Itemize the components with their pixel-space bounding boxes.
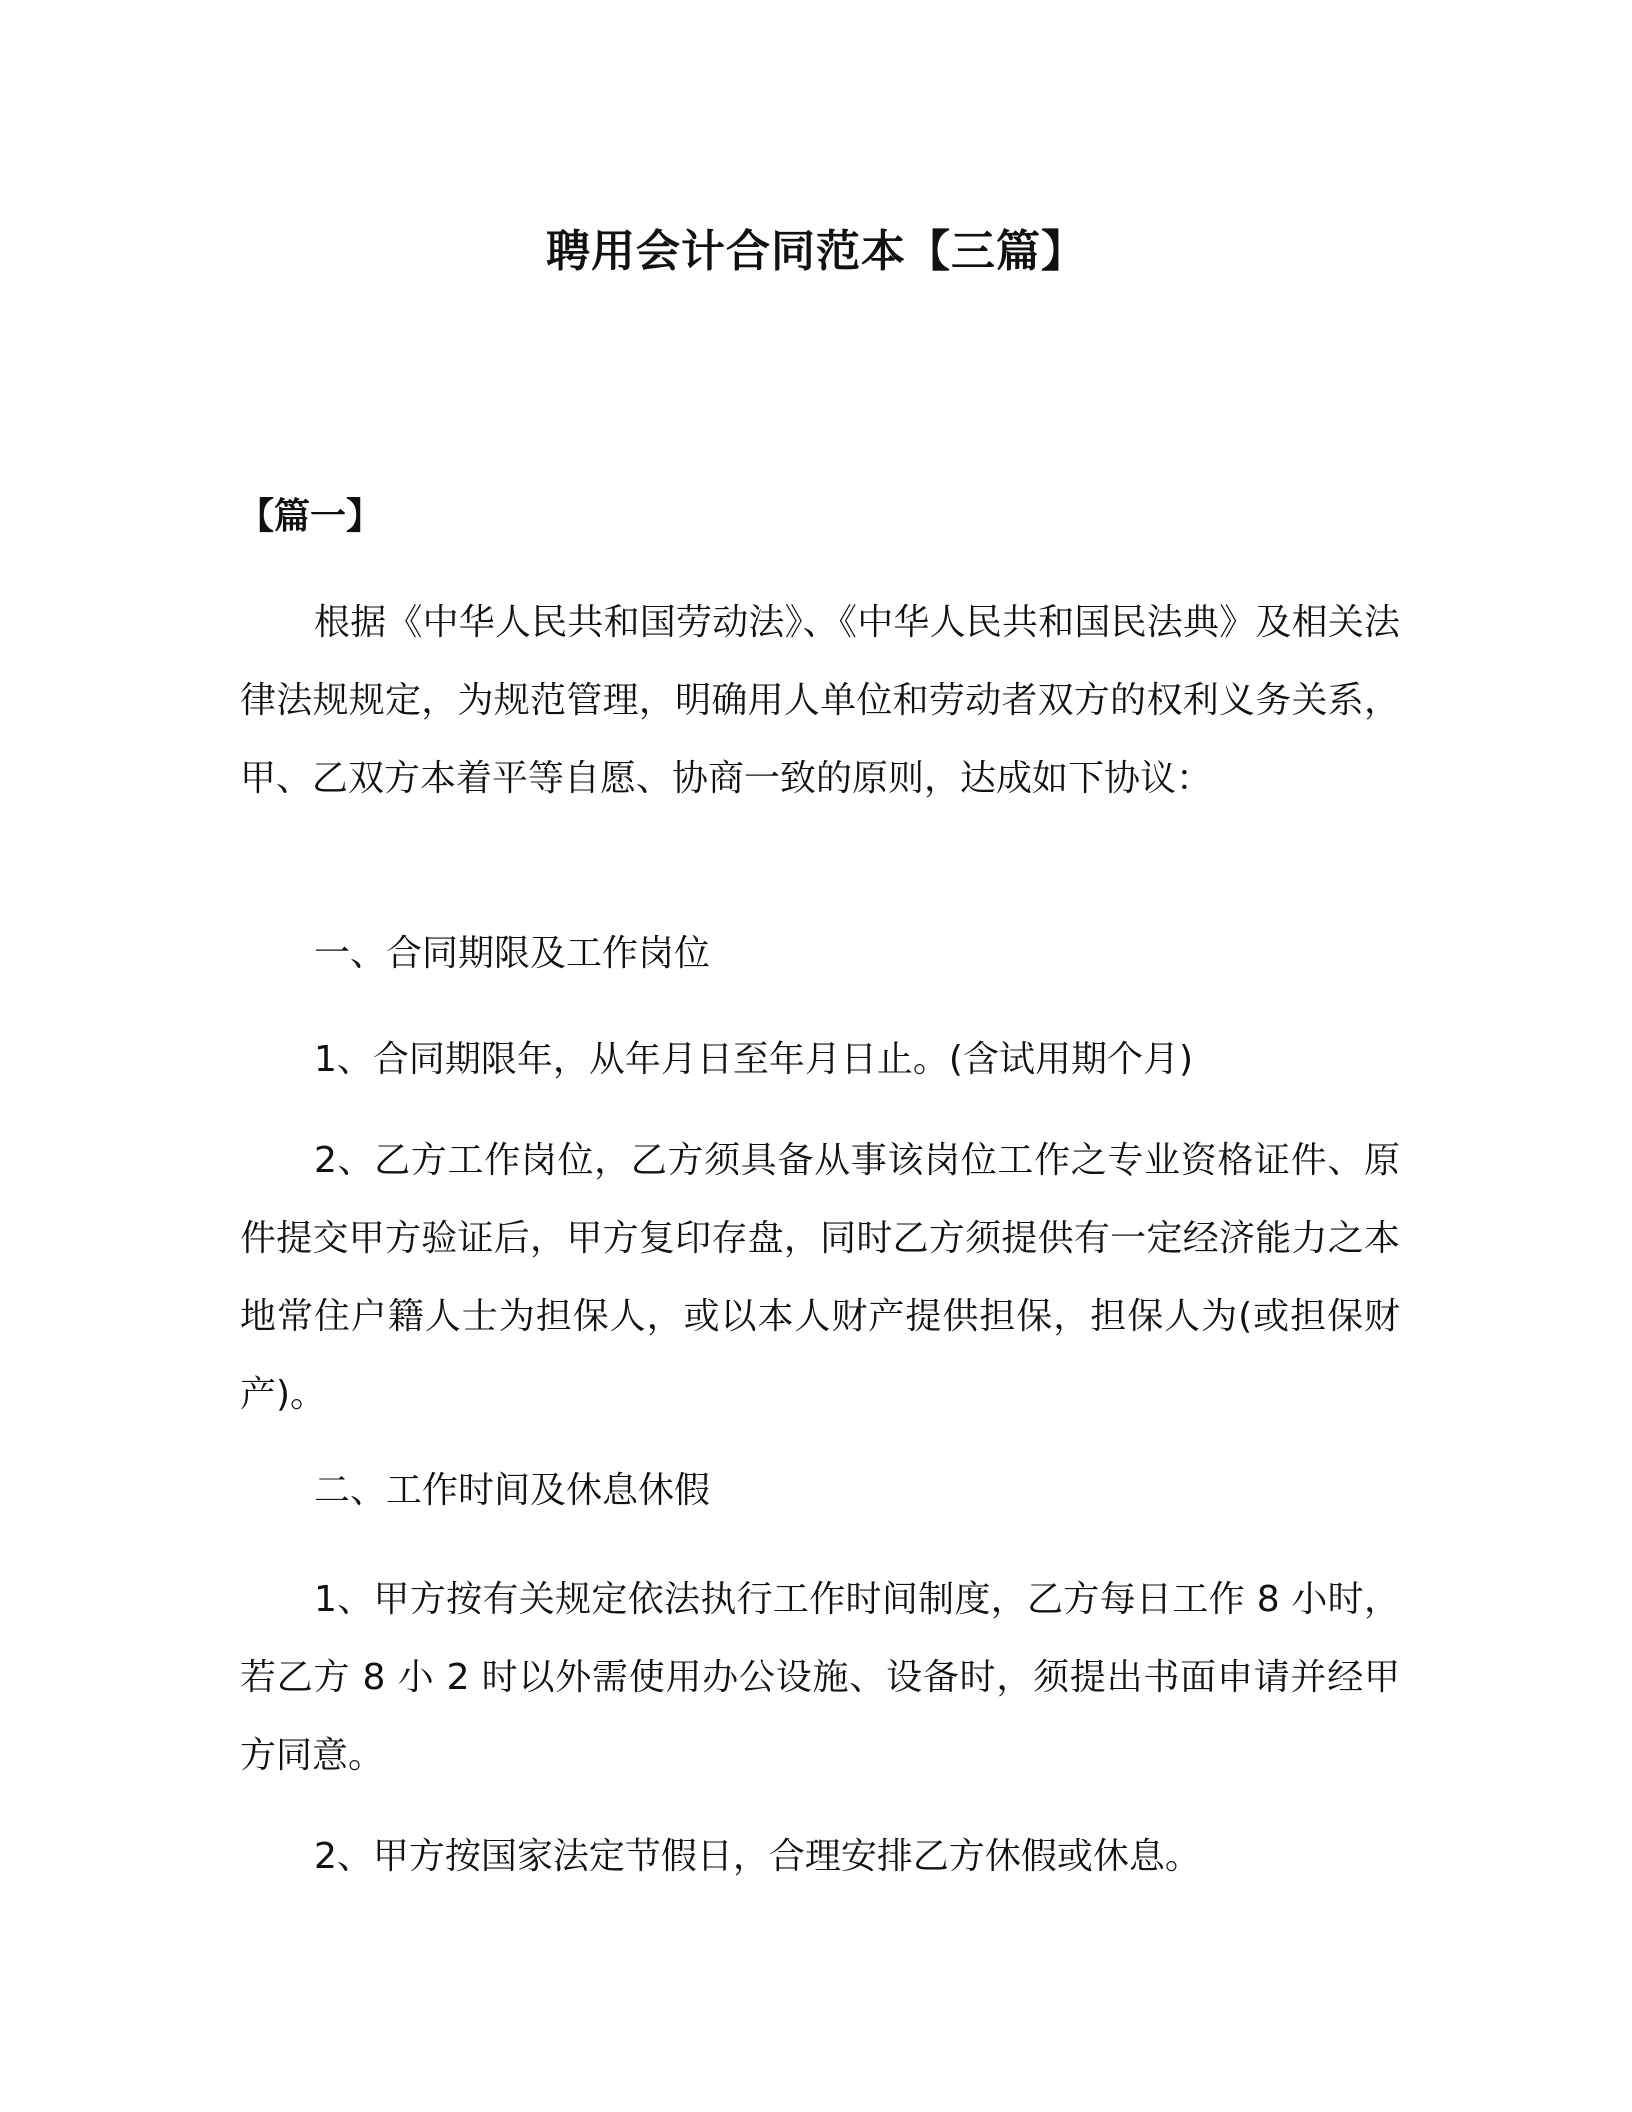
document-title: 聘用会计合同范本【三篇】 <box>546 226 1086 277</box>
intro-paragraph: 根据《中华人民共和国劳动法》、《中华人民共和国民法典》及相关法律法规规定，为规范管理，明确用人单位和劳动者双方的权利义务关系，甲、乙双方本着平等自愿、协商一致的原则，达成如下协议： <box>240 602 1400 799</box>
section-label: 【篇一】 <box>238 496 383 537</box>
clause-2-1: 1、甲方按有关规定依法执行工作时间制度，乙方每日工作 8 小时，若乙方 8 小 2 时以外需使用办公设施、设备时，须提出书面申请并经甲方同意。 <box>240 1579 1400 1776</box>
clause-2-2: 2、甲方按国家法定节假日，合理安排乙方休假或休息。 <box>314 1836 1201 1877</box>
clause-1-2: 2、乙方工作岗位，乙方须具备从事该岗位工作之专业资格证件、原件提交甲方验证后，甲方复印存盘，同时乙方须提供有一定经济能力之本地常住户籍人士为担保人，或以本人财产提供担保，担保人为(或担保财产)。 <box>240 1140 1400 1415</box>
clause-1-1: 1、合同期限年，从年月日至年月日止。(含试用期个月) <box>314 1039 1193 1080</box>
heading-working-hours: 二、工作时间及休息休假 <box>314 1470 711 1511</box>
heading-contract-term: 一、合同期限及工作岗位 <box>314 933 711 974</box>
